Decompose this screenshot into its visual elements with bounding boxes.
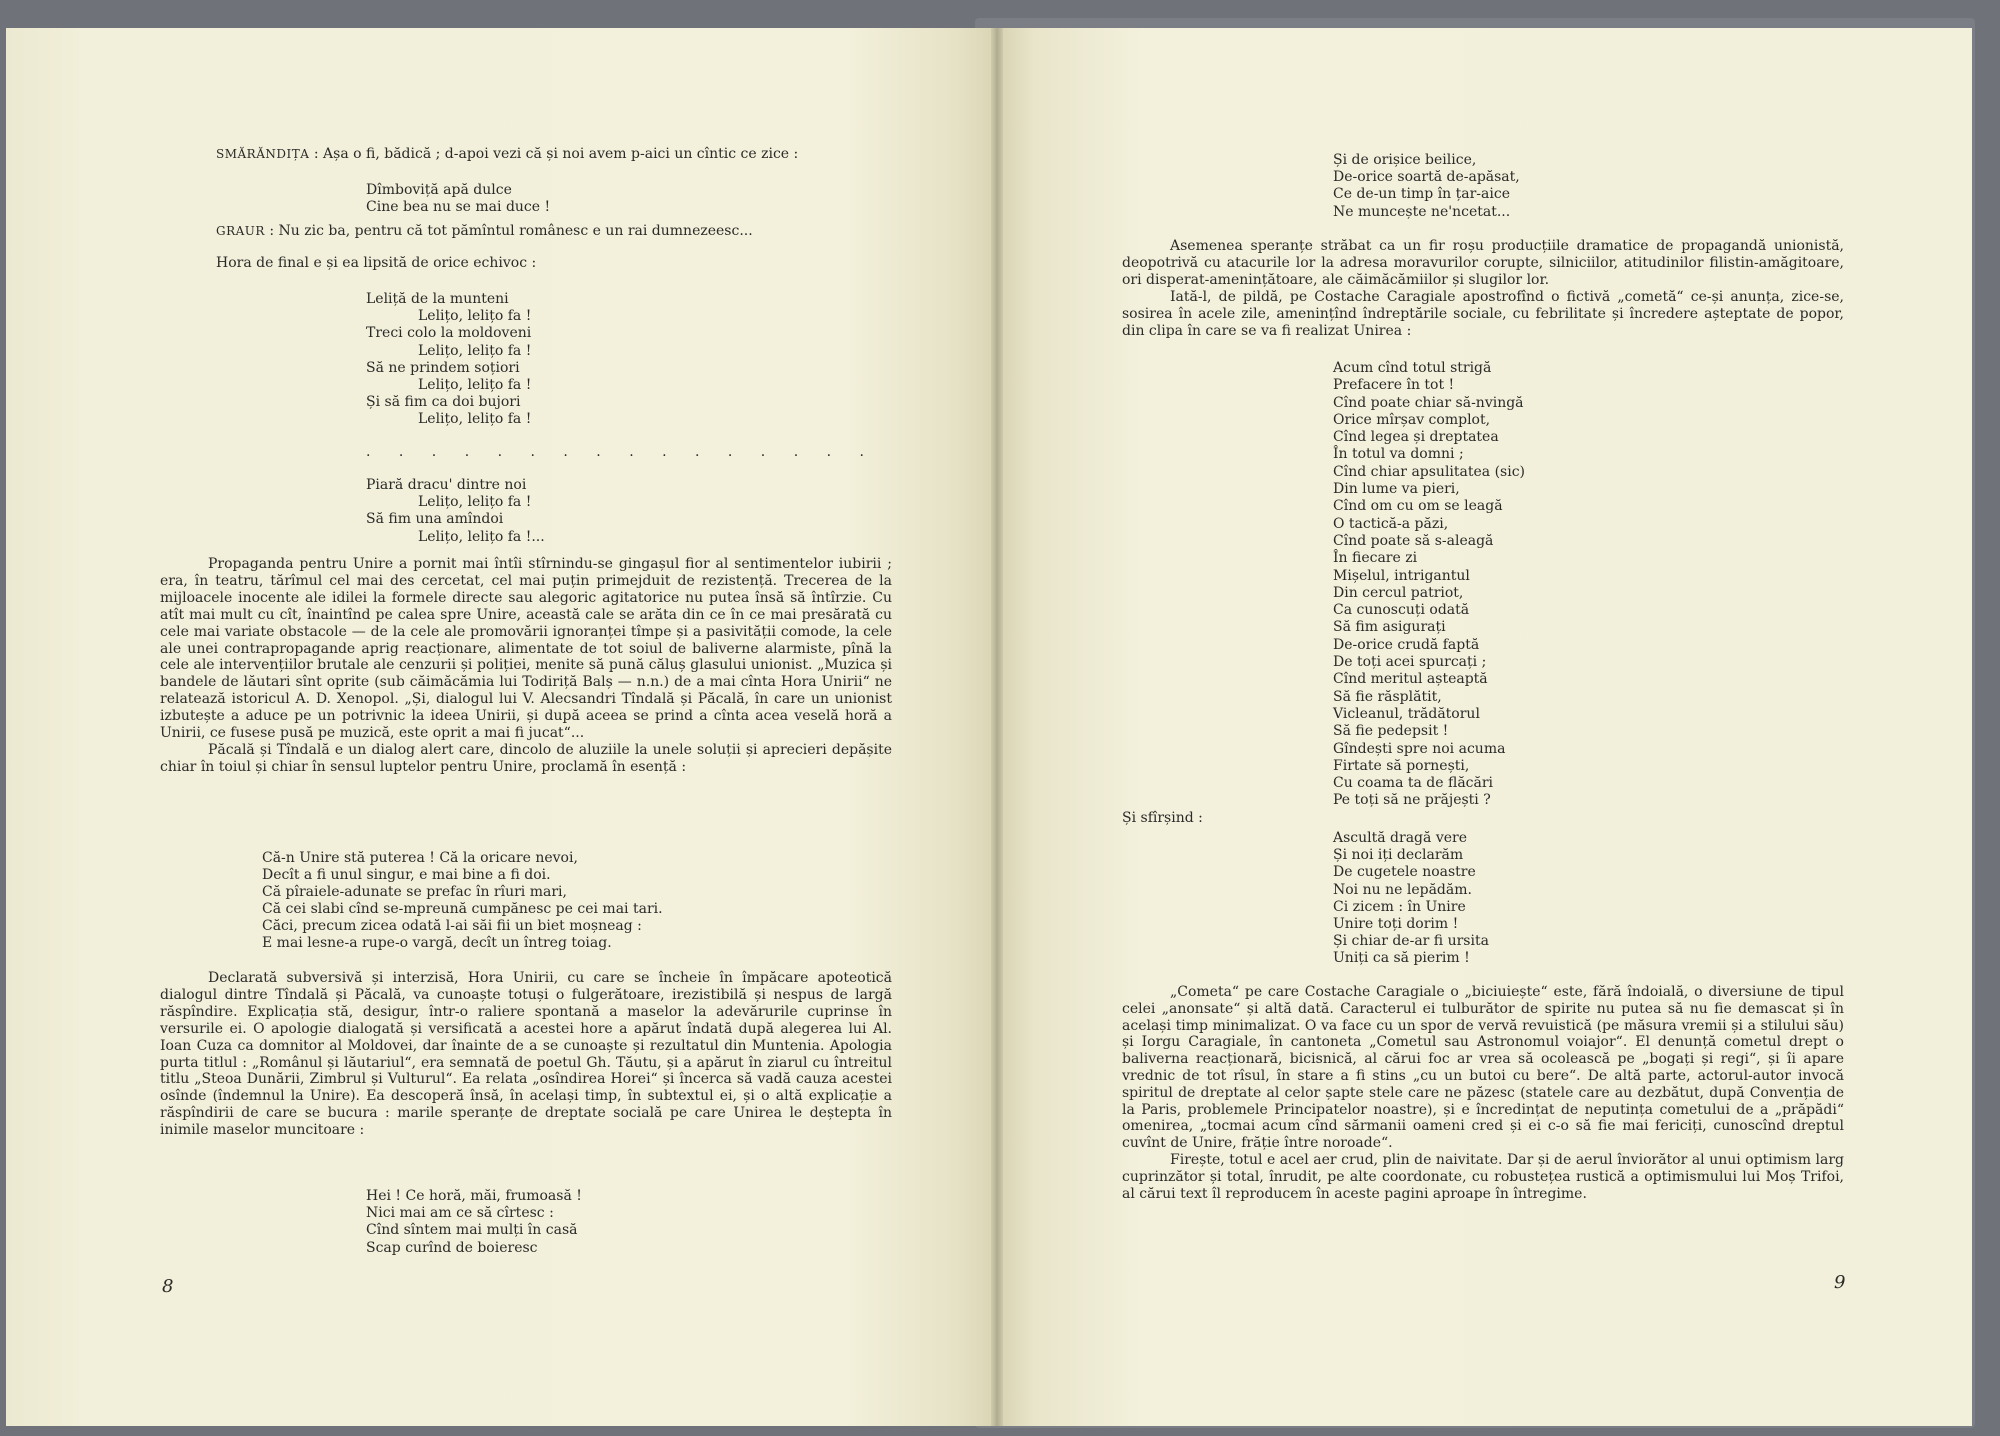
book-spread	[6, 28, 1972, 1426]
verse-line: De cugetele noastre	[1333, 864, 1476, 881]
verse-refrain: Lelițo, lelițo fa !	[418, 377, 532, 394]
verse-lelita	[366, 291, 531, 429]
verse-line: Pe toți să ne prăjești ?	[1333, 792, 1491, 809]
verse-line: Cînd legea și dreptatea	[1333, 429, 1499, 446]
paragraph: Iată-l, de pildă, pe Costache Caragiale apostrofînd o fictivă „cometă“ ce-și anunța, zice-se, sosirea în acele zile, amenințînd îndreptările sociale, cu febrilitate și încredere așteptate de popor, din clipa în care se va fi realizat Unirea :	[1122, 289, 1844, 339]
verse-line: De toți acei spurcați ;	[1333, 654, 1487, 671]
verse-line: Ne muncește ne'ncetat...	[1333, 203, 1511, 220]
verse-line: Că-n Unire stă puterea ! Că la oricare nevoi,	[262, 850, 578, 866]
verse-line: Piară dracu' dintre noi	[366, 477, 527, 493]
verse-refrain: Lelițo, lelițo fa !...	[418, 528, 545, 545]
verse-line: Și să fim ca doi bujori	[366, 394, 521, 411]
speech-smarandita	[160, 146, 892, 163]
paragraph-cometa	[1122, 984, 1844, 1202]
verse-line: Unire toți dorim !	[1333, 916, 1459, 933]
verse-line: E mai lesne-a rupe-o vargă, decît un întreg toiag.	[262, 935, 612, 951]
right-page	[996, 28, 1972, 1426]
verse-line: Noi nu ne lepădăm.	[1333, 881, 1472, 898]
verse-refrain: Lelițo, lelițo fa !	[418, 342, 532, 359]
verse-line: Firtate să pornești,	[1333, 757, 1470, 774]
verse-line: Decît a fi unul singur, e mai bine a fi doi.	[262, 867, 551, 883]
verse-beilice	[1333, 152, 1520, 221]
paragraph: Declarată subversivă și interzisă, Hora Unirii, cu care se încheie în împăcare apoteotică dialogul dintre Tîndală și Păcală, va cunoaște totuși o fulgerătoare, irezistibilă și nespus de largă răspîndire. Explicația stă, desigur, într-o raliere spontană a maselor la adevărurile cuprinse în versurile ei. O apologie dialogată și versificată a acestei hore a apărut îndată după alegerea lui Al. Ioan Cuza ca domnitor al Moldovei, dar înainte de a se cunoaște și rezultatul din Muntenia. Apologia purta titlul : „Românul și lăutariul“, era semnată de poetul Gh. Tăutu, și a apărut în ziarul cu întreitul titlu „Steoa Dunării, Zimbrul și Vulturul“. Ea relata „osîndirea Horei“ și încerca să vadă cauza acestei osînde (îndemnul la Unire). Ea descoperă însă, în același timp, în subtextul ei, și o altă explicație a răspîndirii de care se bucura : marile speranțe de dreptate socială pe care Unirea le deștepta în inimile maselor muncitoare :	[160, 970, 892, 1139]
verse-line: O tactică-a păzi,	[1333, 515, 1449, 532]
verse-line: Cînd poate să s-aleagă	[1333, 532, 1494, 549]
verse-line: Să fim una amîndoi	[366, 511, 504, 528]
verse-line: Și noi iți declarăm	[1333, 847, 1464, 864]
verse-line: Că pîraiele-adunate se prefac în rîuri mari,	[262, 884, 567, 900]
verse-line: De-orice crudă faptă	[1333, 636, 1480, 653]
verse-line: Gîndești spre noi acuma	[1333, 740, 1506, 757]
verse-line: Dîmboviță apă dulce	[366, 182, 512, 198]
verse-line: Cînd meritul așteaptă	[1333, 671, 1488, 688]
verse-hei	[366, 1188, 582, 1257]
page-number: 8	[162, 1276, 174, 1297]
verse-refrain: Lelițo, lelițo fa !	[418, 308, 532, 325]
verse-line: În totul va domni ;	[1333, 446, 1464, 463]
paragraph: Păcală și Tîndală e un dialog alert care, dincolo de aluziile la unele soluții și aprecieri depășite chiar în toiul și chiar în sensul luptelor pentru Unire, proclamă în esență :	[160, 741, 892, 775]
verse-line: Nici mai am ce să cîrtesc :	[366, 1205, 554, 1222]
verse-line: Ci zicem : în Unire	[1333, 898, 1466, 915]
verse-line: Hei ! Ce horă, măi, frumoasă !	[366, 1188, 582, 1204]
speech-text: : Așa o fi, bădică ; d-apoi vezi că și noi avem p-aici un cîntic ce zice :	[313, 146, 799, 162]
verse-line: Cine bea nu se mai duce !	[366, 199, 551, 216]
verse-line: Cînd poate chiar să-nvingă	[1333, 394, 1524, 411]
verse-line: În fiecare zi	[1333, 550, 1418, 567]
verse-line: Și chiar de-ar fi ursita	[1333, 933, 1489, 950]
verse-line: Mișelul, intrigantul	[1333, 567, 1470, 584]
verse-line: Acum cînd totul strigă	[1333, 360, 1492, 376]
verse-unire	[262, 850, 663, 952]
paragraph: Hora de final e și ea lipsită de orice echivoc :	[216, 255, 537, 271]
verse-line: Ce de-un timp în țar-aice	[1333, 186, 1510, 203]
page-number: 9	[1834, 1272, 1846, 1293]
verse-line: Căci, precum zicea odată l-ai săi fii un biet moșneag :	[262, 918, 642, 934]
verse-line: Cînd chiar apsulitatea (sic)	[1333, 463, 1526, 480]
paragraph: Propaganda pentru Unire a pornit mai întîi stîrnindu-se gingașul fior al sentimentelor iubirii ; era, în teatru, tărîmul cel mai des cercetat, cel mai puțin primejduit de rezistență. Trecerea de la mijloacele inocente ale idilei la formele directe sau alegoric agitatorice nu putea însă să întîrzie. Cu atît mai mult cu cît, înaintînd pe calea spre Unire, această cale se arăta din ce în ce mai presărată cu cele mai variate obstacole — de la cele ale promovării ignoranței tîmpe și a pasivității comode, la cele ale unei contrapropagande aprig reacționare, alimentate de tot soiul de baliverne alarmiste, pînă la cele ale intervențiilor brutale ale cenzurii și poliției, menite să pună căluș glasului unionist. „Muzica și bandele de lăutari sînt oprite (sub căimăcămia lui Todiriță Balș — n.n.) de a mai cînta Hora Unirii“ ne relatează istoricul A. D. Xenopol. „Și, dialogul lui V. Alecsandri Tîndală și Păcală, în care un unionist izbutește a aduce pe un potrivnic la ideea Unirii, și după aceea se prind a cînta acea veselă horă a Unirii, ce fusese pusă pe muzică, este oprit a mai fi jucat“...	[160, 556, 892, 742]
verse-piara	[366, 477, 545, 546]
paragraph-propaganda	[160, 556, 892, 776]
ellipsis-separator: . . . . . . . . . . . . . . . .	[366, 444, 876, 460]
speaker-name: SMĂRĂNDIȚA	[216, 147, 310, 161]
paragraph: Și sfîrșind :	[1122, 810, 1203, 826]
verse-line: Prefacere în tot !	[1333, 377, 1455, 394]
verse-refrain: Lelițo, lelițo fa !	[418, 494, 532, 511]
verse-line: Să ne prindem soțiori	[366, 359, 520, 376]
paragraph: Asemenea speranțe străbat ca un fir roșu producțiile dramatice de propagandă unionistă, deopotrivă cu atacurile lor la adresa moravurilor corupte, silniciilor, atitudinilor filistin-amăgitoare, ori disperat-amenințătoare, ale căimăcămiilor și slugilor lor.	[1122, 238, 1844, 288]
speech-graur	[160, 223, 892, 240]
verse-line: Leliță de la munteni	[366, 291, 509, 307]
verse-line: Uniți ca să pierim !	[1333, 950, 1470, 967]
paragraph-declarata	[160, 970, 892, 1139]
verse-line: Cînd om cu om se leagă	[1333, 498, 1503, 515]
verse-line: De-orice soartă de-apăsat,	[1333, 169, 1520, 186]
verse-dambovita	[366, 182, 550, 216]
verse-cometa	[1333, 360, 1525, 810]
verse-line: Treci colo la moldoveni	[366, 325, 532, 342]
verse-asculta	[1333, 830, 1489, 968]
verse-refrain: Lelițo, lelițo fa !	[418, 411, 532, 428]
verse-line: Să fim asigurați	[1333, 619, 1446, 636]
verse-line: Ca cunoscuți odată	[1333, 602, 1470, 619]
paragraph: „Cometa“ pe care Costache Caragiale o „biciuiește“ este, fără îndoială, o diversiune de tipul celei „anonsate“ și altă dată. Caracterul ei tulburător de spirite nu putea să nu fie demascat și în același timp minimalizat. O va face cu un spor de vervă revuistică (pe măsura vremii și a stilului său) și Iorgu Caragiale, în cantoneta „Cometul sau Astronomul voiajor“. El denunță cometul drept o baliverna reacționară, bicisnică, al cărui foc ar vrea să ocolească pe „bogați și regi“, și îi apare vrednic de tot rîsul, în stare a fi stins „cu un butoi cu bere“. De altă parte, actorul-autor invocă spiritul de dreptate al celor șapte stele care ne păzesc (statele care au dezbătut, după Convenția de la Paris, problemele Principatelor noastre), și e încredințat de neputința cometului de a „prăpădi“ omenirea, „tocmai acum cînd sărmanii oameni cred și ei c-o să fie mai fericiți, cunoscînd dreptul cuvînt de Unire, frăție între noroade“.	[1122, 984, 1844, 1152]
speaker-name: GRAUR	[216, 224, 265, 238]
verse-line: Să fie răsplătit,	[1333, 688, 1442, 705]
transition-text	[1122, 810, 1422, 827]
verse-line: Ascultă dragă vere	[1333, 830, 1467, 846]
verse-line: Cu coama ta de flăcări	[1333, 775, 1494, 792]
left-page	[6, 28, 996, 1426]
verse-line: Că cei slabi cînd se-mpreună cumpănesc pe cei mai tari.	[262, 901, 663, 917]
verse-line: Și de orișice beilice,	[1333, 152, 1477, 168]
verse-line: Scap curînd de boieresc	[366, 1239, 538, 1256]
book-gutter	[991, 28, 1003, 1426]
verse-line: Cînd sîntem mai mulți în casă	[366, 1222, 578, 1239]
verse-line: Vicleanul, trădătorul	[1333, 705, 1480, 722]
paragraph-sperante	[1122, 238, 1844, 340]
verse-line: Să fie pedepsit !	[1333, 723, 1449, 740]
verse-line: Din lume va pieri,	[1333, 481, 1460, 498]
verse-line: Din cercul patriot,	[1333, 584, 1464, 601]
speech-text: : Nu zic ba, pentru că tot pămîntul românesc e un rai dumnezeesc...	[269, 223, 753, 239]
paragraph: Firește, totul e acel aer crud, plin de naivitate. Dar și de aerul înviorător al unui optimism larg cuprinzător și total, înrudit, pe alte coordonate, cu robustețea rustică a optimismului lui Moș Trifoi, al cărui text îl reproducem în aceste pagini aproape în întregime.	[1122, 1151, 1844, 1202]
verse-line: Orice mîrșav complot,	[1333, 411, 1491, 428]
hora-intro	[160, 255, 892, 272]
